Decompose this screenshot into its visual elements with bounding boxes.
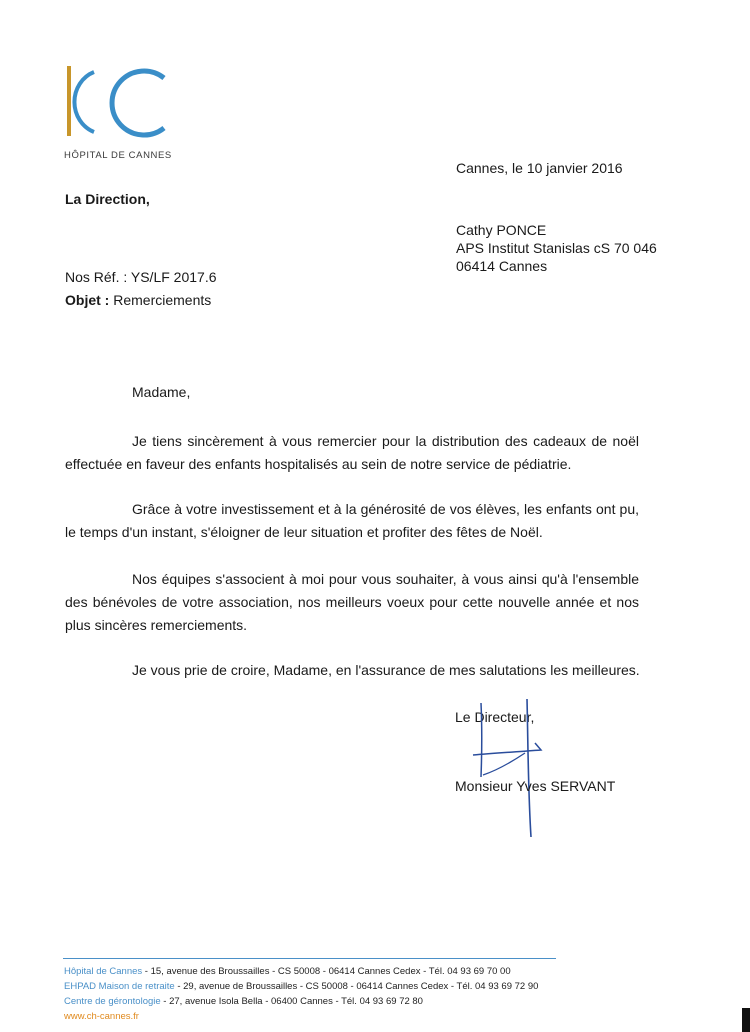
footer-line-3 <box>64 996 423 1008</box>
object-label: Objet : <box>65 292 110 308</box>
scan-edge <box>742 1008 750 1032</box>
footer-line-2-label: EHPAD Maison de retraite <box>64 981 175 992</box>
paragraph-3-text: Nos équipes s'associent à moi pour vous souhaiter, à vous ainsi qu'à l'ensemble des bénévoles de votre association, nos meilleurs voeux pour cette nouvelle année et nos plus sincères remerciements. <box>65 571 639 633</box>
hospital-logo <box>64 64 174 164</box>
paragraph-1-text: Je tiens sincèrement à vous remercier pour la distribution des cadeaux de noël effectuée en faveur des enfants hospitalisés au sein de notre service de pédiatrie. <box>65 433 639 472</box>
salutation: Madame, <box>132 384 191 400</box>
footer-website-link[interactable]: www.ch-cannes.fr <box>64 1011 139 1022</box>
reference: Nos Réf. : YS/LF 2017.6 <box>65 269 217 285</box>
paragraph-2-text: Grâce à votre investissement et à la générosité de vos élèves, les enfants ont pu, le temps d'un instant, s'éloigner de leur situation et profiter des fêtes de Noël. <box>65 501 639 540</box>
signatory-title: Le Directeur, <box>455 709 535 725</box>
handwritten-signature <box>455 695 555 840</box>
footer-line-3-text: - 27, avenue Isola Bella - 06400 Cannes - Tél. 04 93 69 72 80 <box>160 996 423 1007</box>
footer-line-3-label: Centre de gérontologie <box>64 996 161 1007</box>
paragraph-2 <box>65 498 639 544</box>
letter-date: Cannes, le 10 janvier 2016 <box>456 160 623 176</box>
logo-name: HÔPITAL DE CANNES <box>64 150 172 161</box>
footer-line-1-label: Hôpital de Cannes <box>64 966 143 977</box>
footer-line-2 <box>64 981 538 993</box>
recipient-line3: 06414 Cannes <box>456 258 548 274</box>
recipient-line2: APS Institut Stanislas cS 70 046 <box>456 240 657 256</box>
closing-formula: Je vous prie de croire, Madame, en l'assurance de mes salutations les meilleures. <box>132 662 640 678</box>
signatory-name: Monsieur Yves SERVANT <box>455 778 616 794</box>
sender: La Direction, <box>65 191 150 207</box>
object-line <box>65 292 211 309</box>
footer-line-1-text: - 15, avenue des Broussailles - CS 50008 - 06414 Cannes Cedex - Tél. 04 93 69 70 00 <box>142 966 511 977</box>
recipient-name: Cathy PONCE <box>456 222 547 238</box>
footer-divider <box>63 958 556 959</box>
recipient-block <box>456 221 657 275</box>
object-value: Remerciements <box>113 292 212 308</box>
paragraph-1 <box>65 430 639 476</box>
footer-line-1 <box>64 966 511 978</box>
paragraph-3 <box>65 568 639 637</box>
footer-line-2-text: - 29, avenue de Broussailles - CS 50008 - 06414 Cannes Cedex - Tél. 04 93 69 72 90 <box>174 981 539 992</box>
